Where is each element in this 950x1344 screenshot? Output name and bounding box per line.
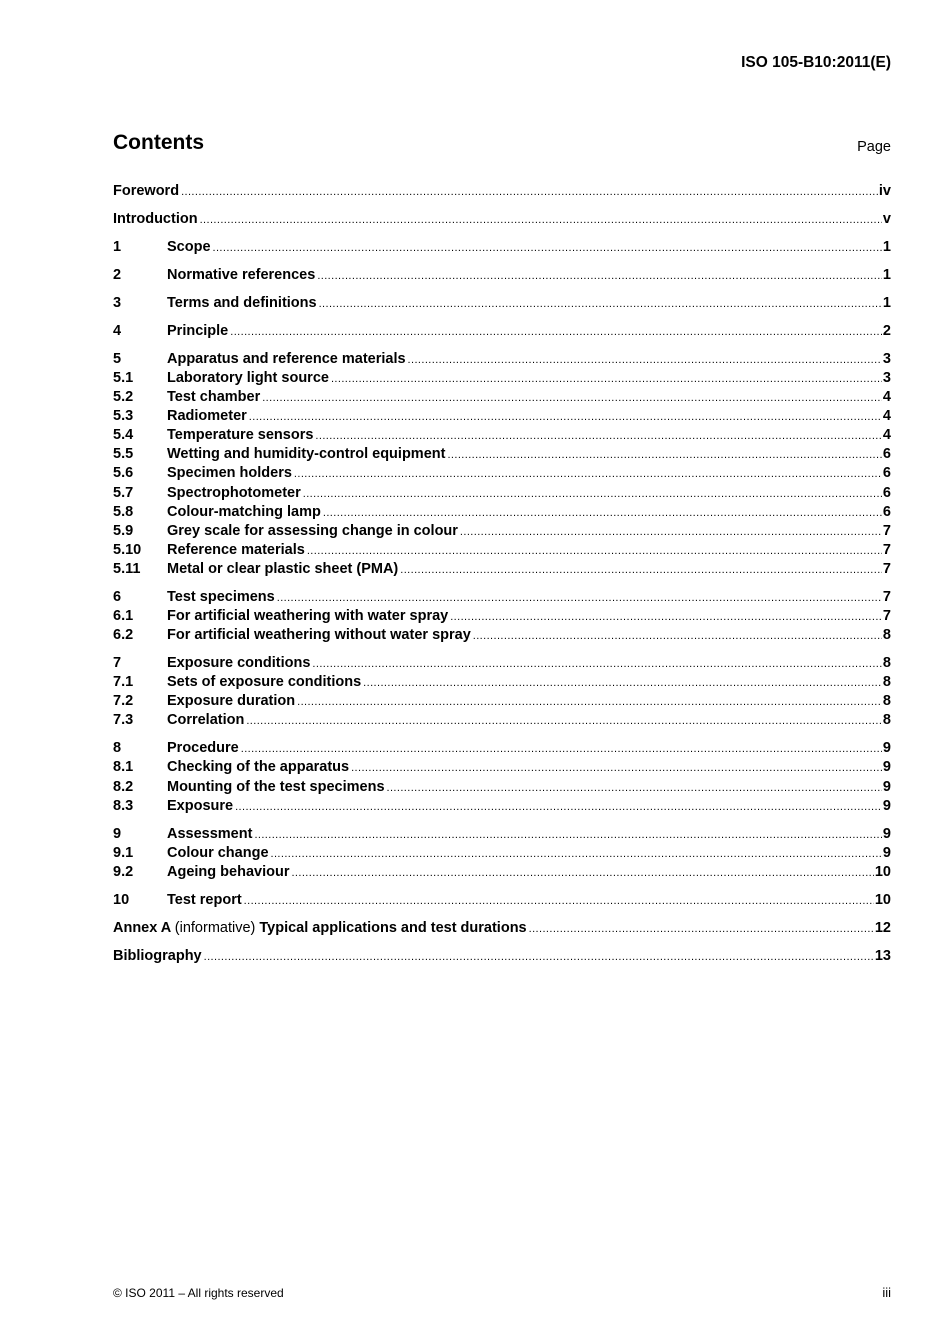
toc-entry[interactable] xyxy=(113,294,891,313)
toc-entry-title-text: Terms and definitions xyxy=(167,294,317,311)
toc-entry-title-text: Exposure duration xyxy=(167,693,296,710)
toc-dot-leader xyxy=(349,759,882,778)
toc-entry-title xyxy=(113,919,527,938)
toc-entry-number: 7.3 xyxy=(113,712,134,729)
toc-dot-leader xyxy=(315,267,882,286)
toc-entry-page: 7 xyxy=(882,541,891,558)
toc-entry-title xyxy=(167,294,317,313)
toc-entry-title xyxy=(167,388,260,407)
toc-entry-page: 7 xyxy=(882,588,891,605)
toc-entry-title-text: Spectrophotometer xyxy=(167,484,301,501)
toc-entry-number: 5.7 xyxy=(113,484,134,501)
toc-entry-number: 7.2 xyxy=(113,693,134,710)
toc-entry-title-text: Test specimens xyxy=(167,588,275,605)
toc-entry-page: 4 xyxy=(882,427,891,444)
toc-dot-leader xyxy=(211,239,882,258)
toc-entry[interactable] xyxy=(113,350,891,369)
toc-dot-leader xyxy=(406,351,882,370)
toc-entry[interactable] xyxy=(113,825,891,844)
toc-entry-title-text: Temperature sensors xyxy=(167,427,314,444)
toc-entry-title-text: For artificial weathering without water spray xyxy=(167,627,471,644)
toc-dot-leader xyxy=(329,370,882,389)
toc-entry-page: iv xyxy=(878,183,891,199)
toc-entry-title xyxy=(167,407,247,426)
toc-entry-title-text: Sets of exposure conditions xyxy=(167,674,362,691)
toc-entry-title xyxy=(167,673,361,692)
toc-dot-leader xyxy=(295,693,882,712)
toc-entry-page: 1 xyxy=(882,294,891,311)
toc-dot-leader xyxy=(202,948,874,967)
toc-dot-leader xyxy=(361,674,882,693)
toc-entry[interactable] xyxy=(113,607,891,626)
toc-entry-title-text: Apparatus and reference materials xyxy=(167,350,406,367)
toc-entry[interactable] xyxy=(113,891,891,910)
toc-entry[interactable] xyxy=(113,369,891,388)
toc-entry-page: 6 xyxy=(882,465,891,482)
toc-dot-leader xyxy=(252,826,881,845)
toc-entry-page: 8 xyxy=(882,693,891,710)
toc-entry-title-text: Specimen holders xyxy=(167,465,292,482)
toc-entry-title-text: Normative references xyxy=(167,266,316,283)
toc-entry-page: 13 xyxy=(874,947,891,964)
toc-entry-number: 5.5 xyxy=(113,446,134,463)
toc-entry-title-text: Test chamber xyxy=(167,389,261,406)
toc-entry-number: 6.1 xyxy=(113,608,134,625)
toc-entry-title xyxy=(167,778,385,797)
toc-entry-number: 10 xyxy=(113,891,130,908)
toc-entry-title xyxy=(167,692,295,711)
toc-entry-title xyxy=(167,588,275,607)
toc-entry-page: 9 xyxy=(882,797,891,814)
toc-entry-number: 9 xyxy=(113,825,122,842)
toc-entry-title xyxy=(167,607,448,626)
toc-entry-title-text: Wetting and humidity-control equipment xyxy=(167,446,446,463)
toc-entry[interactable] xyxy=(113,626,891,645)
toc-entry-page: 8 xyxy=(882,655,891,672)
toc-entry[interactable] xyxy=(113,210,891,229)
toc-entry-title xyxy=(167,522,458,541)
toc-entry[interactable] xyxy=(113,560,891,579)
toc-entry-number: 9.2 xyxy=(113,863,134,880)
toc-entry-number: 5.10 xyxy=(113,541,142,558)
toc-entry-title xyxy=(167,863,289,882)
toc-entry-page: 9 xyxy=(882,844,891,861)
toc-entry-page: 8 xyxy=(882,712,891,729)
toc-entry[interactable] xyxy=(113,388,891,407)
toc-entry[interactable] xyxy=(113,503,891,522)
toc-entry-title-text: Radiometer xyxy=(167,408,247,425)
toc-entry-title xyxy=(167,266,315,285)
copyright-footer: © ISO 2011 – All rights reserved xyxy=(113,1286,284,1300)
toc-entry-title-text: Principle xyxy=(167,322,229,339)
toc-entry[interactable] xyxy=(113,863,891,882)
toc-entry-title xyxy=(167,758,349,777)
toc-entry[interactable] xyxy=(113,522,891,541)
toc-entry-title-text: Assessment xyxy=(167,825,253,842)
toc-entry-title xyxy=(167,711,244,730)
toc-entry-title xyxy=(167,369,329,388)
toc-dot-leader xyxy=(239,740,882,759)
toc-entry[interactable] xyxy=(113,322,891,341)
toc-entry[interactable] xyxy=(113,541,891,560)
toc-dot-leader xyxy=(242,892,874,911)
toc-dot-leader xyxy=(398,561,882,580)
toc-dot-leader xyxy=(289,864,873,883)
toc-entry-number: 8.2 xyxy=(113,778,134,795)
toc-entry[interactable] xyxy=(113,407,891,426)
toc-entry[interactable] xyxy=(113,266,891,285)
toc-entry[interactable] xyxy=(113,464,891,483)
toc-entry-title xyxy=(167,503,321,522)
toc-entry-title-text: Introduction xyxy=(113,210,198,227)
toc-entry-title xyxy=(113,182,179,201)
toc-entry[interactable] xyxy=(113,692,891,711)
toc-entry-page: 6 xyxy=(882,503,891,520)
toc-dot-leader xyxy=(458,523,882,542)
toc-entry-page: 9 xyxy=(882,778,891,795)
toc-entry-title-text: Mounting of the test specimens xyxy=(167,778,385,795)
toc-entry-page: 12 xyxy=(874,919,891,936)
toc-dot-leader xyxy=(292,465,882,484)
toc-entry-page: 6 xyxy=(882,484,891,501)
toc-entry-title xyxy=(167,797,233,816)
toc-entry-title xyxy=(167,541,305,560)
toc-entry-number: 8.3 xyxy=(113,797,134,814)
toc-entry-page: 9 xyxy=(882,825,891,842)
toc-entry-number: 5.4 xyxy=(113,427,134,444)
toc-entry-page: 7 xyxy=(882,608,891,625)
toc-entry-number: 5.3 xyxy=(113,408,134,425)
toc-entry-page: 4 xyxy=(882,408,891,425)
toc-entry-title-text: Colour change xyxy=(167,844,269,861)
page-column-label: Page xyxy=(857,139,891,155)
toc-dot-leader xyxy=(275,589,882,608)
toc-dot-leader xyxy=(527,920,874,939)
toc-entry-number: 6.2 xyxy=(113,627,134,644)
toc-entry-title-text: Checking of the apparatus xyxy=(167,759,350,776)
toc-entry-title-text: Procedure xyxy=(167,740,239,757)
toc-entry[interactable] xyxy=(113,238,891,257)
toc-entry-page: 10 xyxy=(874,863,891,880)
toc-dot-leader xyxy=(305,542,882,561)
toc-entry-title-text: Scope xyxy=(167,238,211,255)
toc-entry-number: 8.1 xyxy=(113,759,134,776)
toc-entry-number: 5.9 xyxy=(113,522,134,539)
toc-entry-title xyxy=(113,947,202,966)
toc-entry-title xyxy=(167,238,211,257)
toc-entry-number: 8 xyxy=(113,740,122,757)
toc-entry-title xyxy=(167,484,301,503)
toc-entry[interactable] xyxy=(113,654,891,673)
toc-entry-page: 7 xyxy=(882,522,891,539)
toc-entry-number: 9.1 xyxy=(113,844,134,861)
toc-entry-title-text: Typical applications and test durations xyxy=(259,919,527,936)
page-number: iii xyxy=(882,1285,891,1300)
toc-entry-page: 9 xyxy=(882,740,891,757)
toc-dot-leader xyxy=(313,427,882,446)
toc-entry-title xyxy=(113,210,198,229)
toc-dot-leader xyxy=(445,446,881,465)
toc-entry-page: 4 xyxy=(882,389,891,406)
toc-entry-title-text: Laboratory light source xyxy=(167,370,329,386)
toc-entry-number: 1 xyxy=(113,238,122,255)
toc-entry-number: 5.2 xyxy=(113,389,134,406)
toc-entry-title-text: Metal or clear plastic sheet (PMA) xyxy=(167,560,399,577)
toc-entry-number: 5.1 xyxy=(113,370,134,386)
toc-entry-page: 8 xyxy=(882,627,891,644)
toc-entry-title xyxy=(167,626,471,645)
toc-entry-title-text: Colour-matching lamp xyxy=(167,503,321,520)
toc-entry-title xyxy=(167,825,252,844)
toc-entry-title-text: Correlation xyxy=(167,712,245,729)
toc-entry-number: 6 xyxy=(113,588,122,605)
toc-entry-annex-label: Annex A xyxy=(113,919,171,936)
toc-entry-annex-note: (informative) xyxy=(174,919,256,936)
toc-entry[interactable] xyxy=(113,445,891,464)
toc-entry[interactable] xyxy=(113,484,891,503)
toc-entry-title xyxy=(167,426,313,445)
toc-entry-number: 3 xyxy=(113,294,122,311)
toc-entry[interactable] xyxy=(113,919,891,938)
toc-dot-leader xyxy=(260,389,882,408)
toc-entry[interactable] xyxy=(113,588,891,607)
toc-entry-title-text: Ageing behaviour xyxy=(167,863,290,880)
toc-dot-leader xyxy=(247,408,882,427)
toc-entry-page: 1 xyxy=(882,238,891,255)
toc-entry[interactable] xyxy=(113,778,891,797)
toc-dot-leader xyxy=(179,183,878,202)
toc-entry-title xyxy=(167,844,269,863)
toc-entry-number: 7 xyxy=(113,655,122,672)
toc-entry-title-text: Grey scale for assessing change in colour xyxy=(167,522,458,539)
toc-entry-title xyxy=(167,464,292,483)
toc-entry-title-text: Foreword xyxy=(113,183,180,199)
toc-entry-title-text: Bibliography xyxy=(113,947,202,964)
toc-entry-page: 3 xyxy=(882,350,891,367)
toc-entry-page: 8 xyxy=(882,674,891,691)
document-id: ISO 105-B10:2011(E) xyxy=(741,54,891,71)
toc-entry-title-text: Reference materials xyxy=(167,541,305,558)
contents-title: Contents xyxy=(113,131,204,154)
toc-entry-number: 4 xyxy=(113,322,122,339)
toc-entry-page: 3 xyxy=(882,370,891,386)
toc-entry[interactable] xyxy=(113,426,891,445)
toc-entry-page: 6 xyxy=(882,446,891,463)
toc-dot-leader xyxy=(471,627,882,646)
toc-entry-title xyxy=(167,560,398,579)
toc-dot-leader xyxy=(198,211,882,230)
toc-dot-leader xyxy=(385,779,882,798)
toc-entry-number: 5.11 xyxy=(113,560,141,577)
toc-dot-leader xyxy=(321,504,882,523)
toc-entry[interactable] xyxy=(113,739,891,758)
toc-entry[interactable] xyxy=(113,758,891,777)
toc-entry[interactable] xyxy=(113,844,891,863)
toc-entry[interactable] xyxy=(113,947,891,966)
toc-entry-title xyxy=(167,350,406,369)
toc-entry[interactable] xyxy=(113,182,891,201)
table-of-contents xyxy=(113,182,891,966)
toc-entry-page: v xyxy=(882,210,891,227)
toc-entry-page: 2 xyxy=(882,322,891,339)
toc-entry[interactable] xyxy=(113,797,891,816)
toc-dot-leader xyxy=(269,845,882,864)
toc-dot-leader xyxy=(317,295,882,314)
toc-dot-leader xyxy=(233,798,882,817)
toc-dot-leader xyxy=(228,323,882,342)
toc-entry-title xyxy=(167,445,445,464)
toc-entry-page: 1 xyxy=(882,266,891,283)
toc-entry-page: 7 xyxy=(882,560,891,577)
toc-entry-title xyxy=(167,739,239,758)
toc-entry-number: 5.8 xyxy=(113,503,134,520)
toc-entry-number: 5 xyxy=(113,350,122,367)
toc-entry-page: 9 xyxy=(882,759,891,776)
toc-dot-leader xyxy=(448,608,882,627)
toc-entry-title-text: For artificial weathering with water spray xyxy=(167,608,449,625)
toc-dot-leader xyxy=(244,712,882,731)
toc-entry[interactable] xyxy=(113,711,891,730)
toc-entry-title-text: Exposure conditions xyxy=(167,655,311,672)
toc-entry-title xyxy=(167,891,242,910)
toc-entry-title-text: Test report xyxy=(167,891,242,908)
toc-entry-title xyxy=(167,654,310,673)
toc-dot-leader xyxy=(310,655,882,674)
toc-entry-number: 5.6 xyxy=(113,465,134,482)
toc-entry-page: 10 xyxy=(874,891,891,908)
toc-entry-number: 7.1 xyxy=(113,674,134,691)
toc-entry[interactable] xyxy=(113,673,891,692)
toc-entry-title xyxy=(167,322,228,341)
toc-entry-number: 2 xyxy=(113,266,122,283)
toc-dot-leader xyxy=(301,485,882,504)
toc-entry-title-text: Exposure xyxy=(167,797,234,814)
